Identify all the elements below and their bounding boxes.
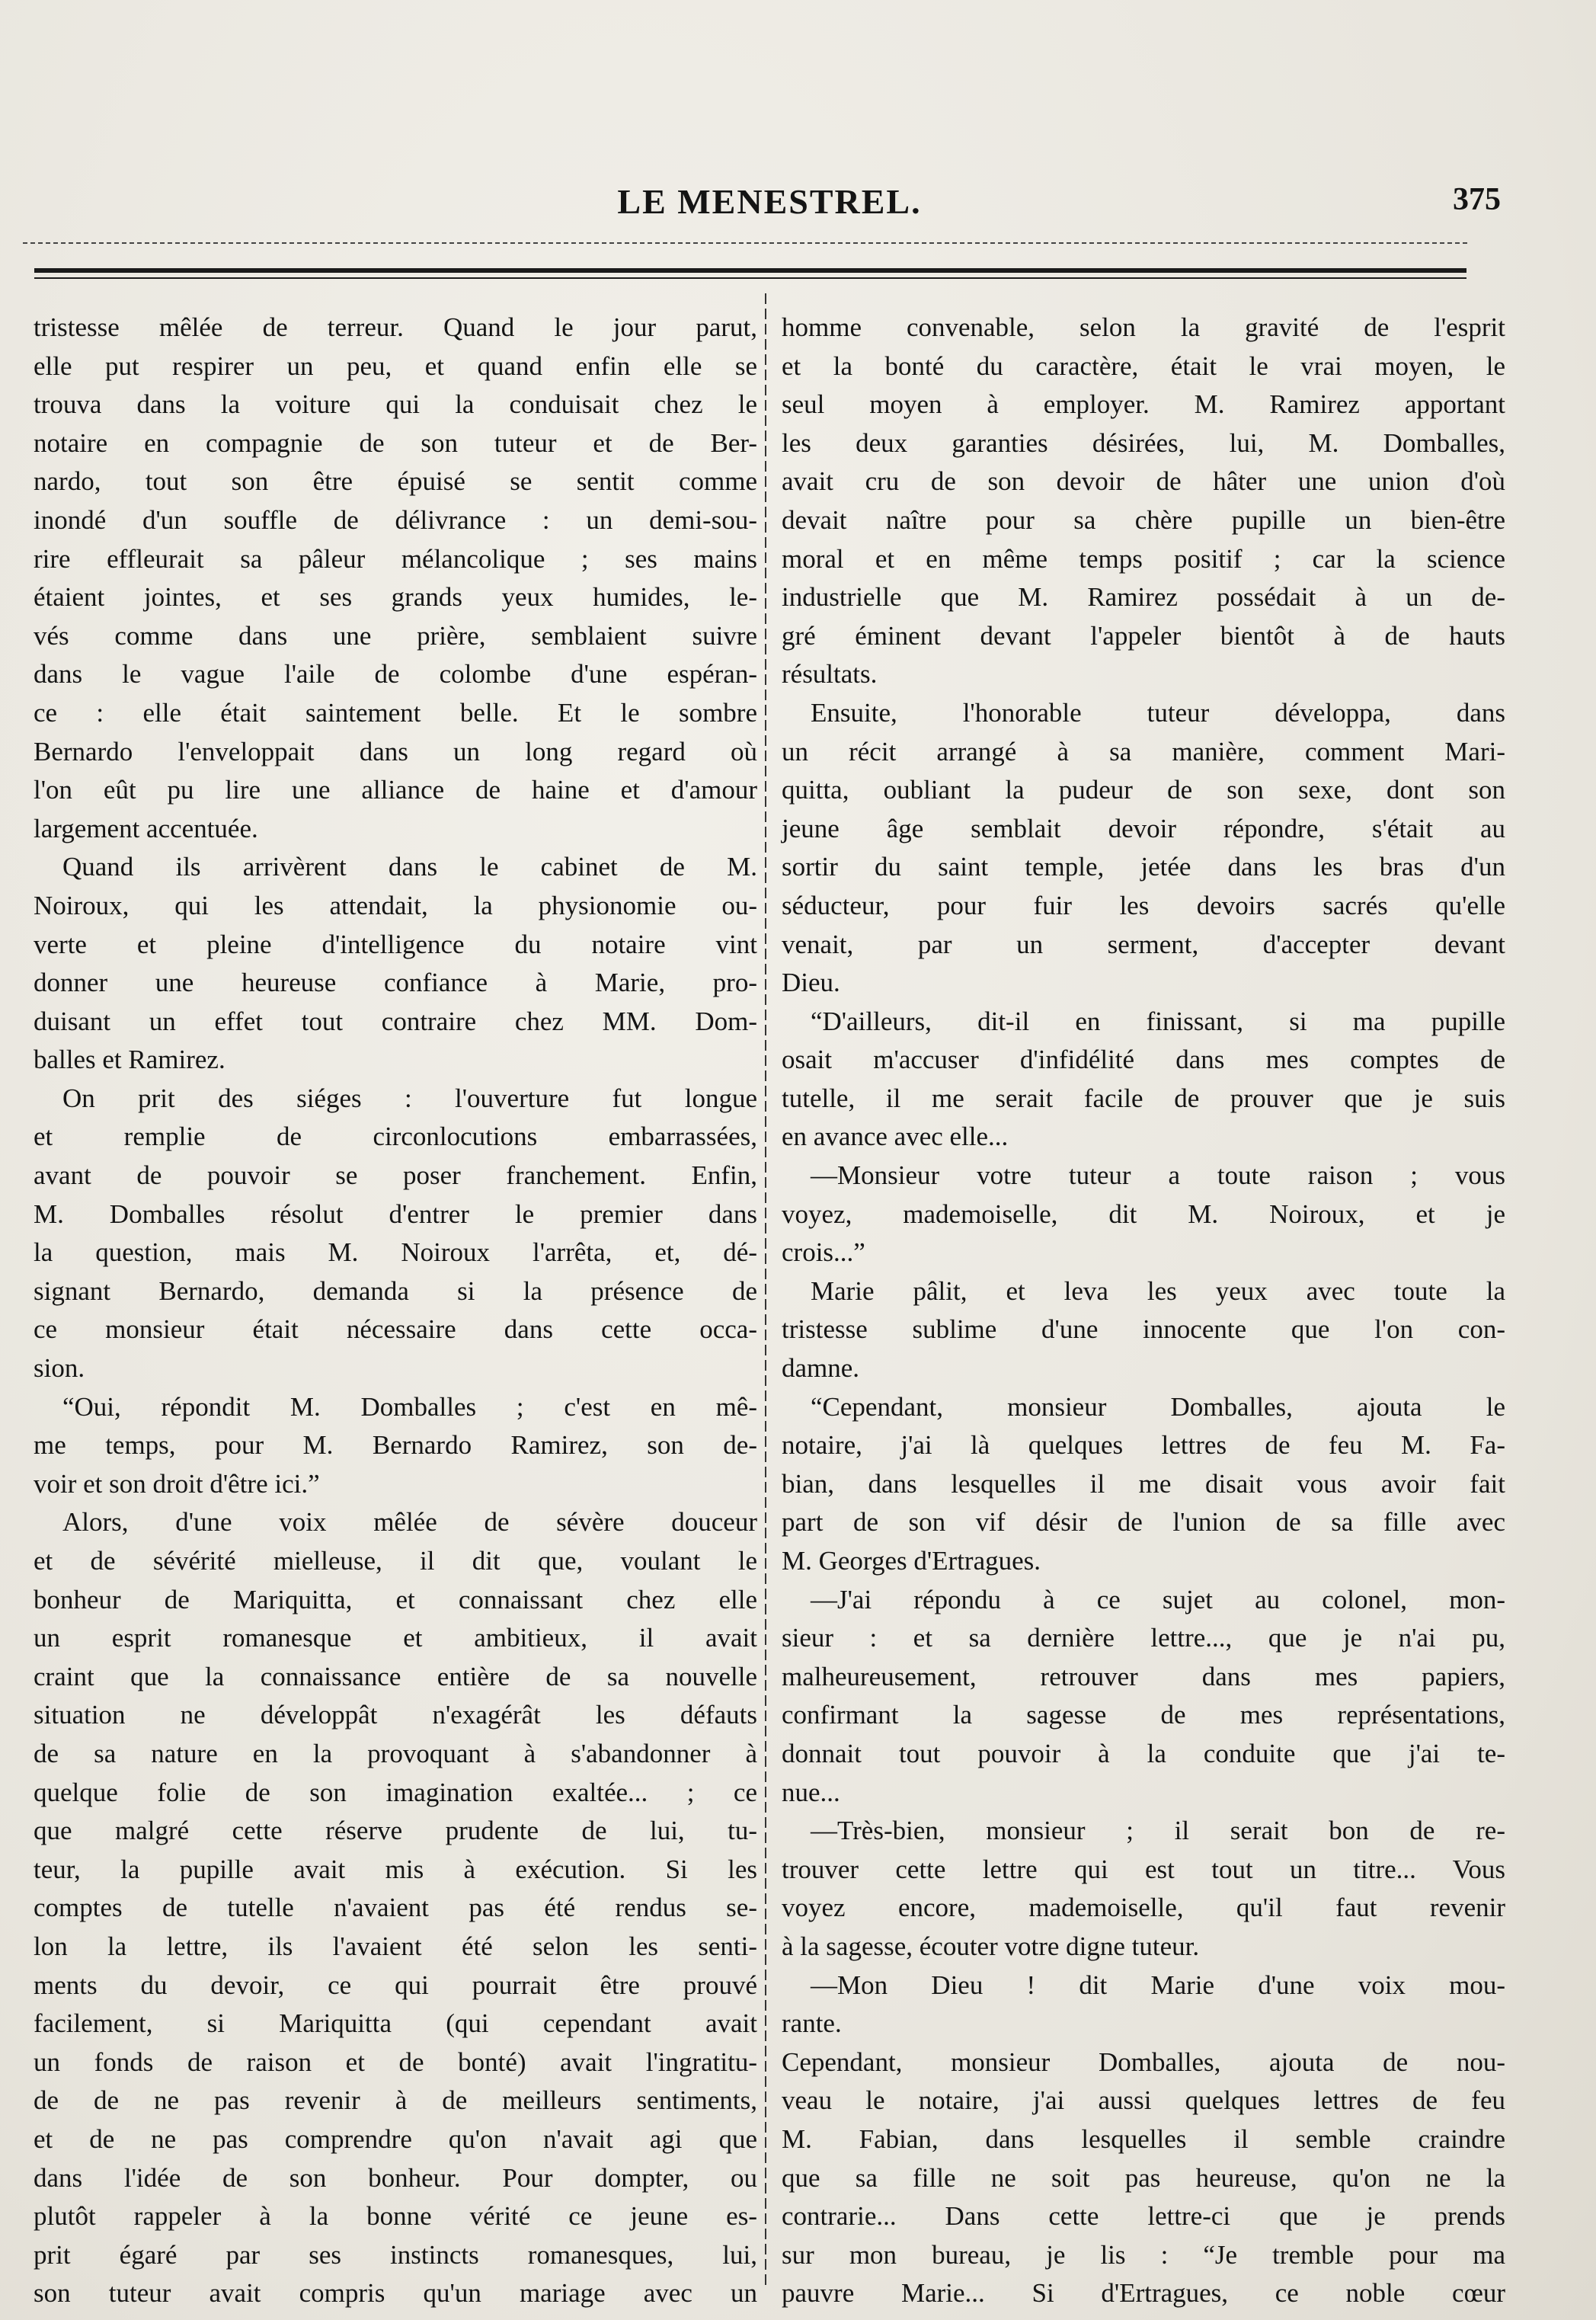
text-line: inondé d'un souffle de délivrance : un demi-sou- [34,504,757,535]
text-line: teur, la pupille avait mis à exécution. Si les [34,1854,757,1884]
text-line: nue... [782,1777,840,1807]
text-line: me temps, pour M. Bernardo Ramirez, son de- [34,1430,757,1461]
text-line: et de ne pas comprendre qu'on n'avait agi que [34,2123,757,2154]
text-line: que malgré cette réserve prudente de lui, tu- [34,1816,757,1846]
text-line: et remplie de circonlocutions embarrassées, [34,1122,757,1152]
text-line: —Mon Dieu ! dit Marie d'une voix mou- [811,1970,1505,2000]
text-line: “Cependant, monsieur Domballes, ajouta le [811,1391,1505,1422]
text-line: séducteur, pour fuir les devoirs sacrés qu'elle [782,890,1505,920]
text-line: ce : elle était saintement belle. Et le sombre [34,697,757,728]
right-text-column [782,309,1505,2313]
left-text-column [34,309,757,2313]
text-line: pauvre Marie... Si d'Ertragues, ce noble cœur [782,2278,1505,2309]
text-line: étaient jointes, et ses grands yeux humides, le- [34,582,757,613]
text-line: les deux garanties désirées, lui, M. Domballes, [782,427,1505,458]
header-dotted-rule [23,242,1470,244]
text-line: prit égaré par ses instincts romanesques, lui, [34,2239,757,2270]
text-line: sion. [34,1353,85,1384]
text-line: trouver cette lettre qui est tout un titre... Vous [782,1854,1505,1884]
text-line: Alors, d'une voix mêlée de sévère douceur [62,1507,757,1538]
text-line: moral et en même temps positif ; car la science [782,543,1505,574]
header-thick-rule [34,268,1466,273]
text-line: verte et pleine d'intelligence du notaire vint [34,929,757,959]
text-line: avant de pouvoir se poser franchement. Enfin, [34,1160,757,1191]
text-line: dans le vague l'aile de colombe d'une espéran- [34,659,757,690]
header-thin-rule [34,277,1466,279]
text-line: de de ne pas revenir à de meilleurs sentiments, [34,2085,757,2116]
text-line: facilement, si Mariquitta (qui cependant avait [34,2008,757,2039]
text-line: homme convenable, selon la gravité de l'esprit [782,312,1505,342]
text-line: devait naître pour sa chère pupille un bien-être [782,504,1505,535]
text-line: vés comme dans une prière, semblaient suivre [34,620,757,651]
text-line: l'on eût pu lire une alliance de haine et d'amour [34,775,757,805]
text-line: “Oui, répondit M. Domballes ; c'est en mê- [62,1391,757,1422]
text-line: M. Fabian, dans lesquelles il semble craindre [782,2123,1505,2154]
text-line: M. Georges d'Ertragues. [782,1546,1041,1576]
text-line: notaire en compagnie de son tuteur et de Ber- [34,427,757,458]
text-line: confirmant la sagesse de mes représentations, [782,1700,1505,1730]
text-line: Noiroux, qui les attendait, la physionomie ou- [34,890,757,920]
text-line: elle put respirer un peu, et quand enfin elle se [34,350,757,381]
text-line: On prit des siéges : l'ouverture fut longue [62,1083,757,1113]
page-number: 375 [1453,182,1501,217]
text-line: craint que la connaissance entière de sa nouvelle [34,1661,757,1691]
text-line: largement accentuée. [34,813,258,843]
text-line: signant Bernardo, demanda si la présence de [34,1275,757,1306]
text-line: —Très-bien, monsieur ; il serait bon de re- [811,1816,1505,1846]
text-line: Quand ils arrivèrent dans le cabinet de M. [62,852,757,882]
text-line: Ensuite, l'honorable tuteur développa, dans [811,697,1505,728]
text-line: un esprit romanesque et ambitieux, il avait [34,1623,757,1653]
text-line: rire effleurait sa pâleur mélancolique ; ses mains [34,543,757,574]
text-line: trouva dans la voiture qui la conduisait chez le [34,389,757,420]
text-line: rante. [782,2008,842,2039]
running-title: LE MENESTREL. [617,182,922,221]
text-line: notaire, j'ai là quelques lettres de feu M. Fa- [782,1430,1505,1461]
text-line: damne. [782,1353,860,1384]
text-line: voir et son droit d'être ici.” [34,1468,320,1499]
text-line: bonheur de Mariquitta, et connaissant chez elle [34,1584,757,1614]
text-line: “D'ailleurs, dit-il en finissant, si ma pupille [811,1006,1505,1036]
text-line: part de son vif désir de l'union de sa fille avec [782,1507,1505,1538]
page-header [46,181,1501,227]
text-line: donner une heureuse confiance à Marie, pro- [34,968,757,998]
text-line: Marie pâlit, et leva les yeux avec toute la [811,1275,1505,1306]
text-line: quitta, oubliant la pudeur de son sexe, dont son [782,775,1505,805]
column-divider [765,293,766,2290]
text-line: sieur : et sa dernière lettre..., que je n'ai pu, [782,1623,1505,1653]
text-line: Dieu. [782,968,840,998]
text-line: plutôt rappeler à la bonne vérité ce jeune es- [34,2201,757,2232]
text-line: de sa nature en la provoquant à s'abandonner à [34,1738,757,1768]
text-line: et la bonté du caractère, était le vrai moyen, le [782,350,1505,381]
text-line: un fonds de raison et de bonté) avait l'ingratitu- [34,2046,757,2077]
text-line: M. Domballes résolut d'entrer le premier dans [34,1198,757,1229]
text-line: osait m'accuser d'infidélité dans mes comptes de [782,1045,1505,1075]
text-line: industrielle que M. Ramirez possédait à un de- [782,582,1505,613]
text-line: voyez encore, mademoiselle, qu'il faut revenir [782,1893,1505,1923]
text-line: résultats. [782,659,878,690]
text-line: et de sévérité mielleuse, il dit que, voulant le [34,1546,757,1576]
text-line: seul moyen à employer. M. Ramirez apportant [782,389,1505,420]
text-line: que sa fille ne soit pas heureuse, qu'on ne la [782,2162,1505,2193]
text-line: malheureusement, retrouver dans mes papiers, [782,1661,1505,1691]
text-line: ce monsieur était nécessaire dans cette occa- [34,1314,757,1345]
text-line: son tuteur avait compris qu'un mariage avec un [34,2278,757,2309]
text-line: voyez, mademoiselle, dit M. Noiroux, et je [782,1198,1505,1229]
text-line: jeune âge semblait devoir répondre, s'était au [782,813,1505,843]
text-line: sortir du saint temple, jetée dans les bras d'un [782,852,1505,882]
text-line: bian, dans lesquelles il me disait vous avoir fait [782,1468,1505,1499]
text-line: avait cru de son devoir de hâter une union d'où [782,466,1505,497]
text-line: gré éminent devant l'appeler bientôt à de hauts [782,620,1505,651]
text-line: sur mon bureau, je lis : “Je tremble pour ma [782,2239,1505,2270]
text-line: crois...” [782,1237,865,1268]
text-line: tutelle, il me serait facile de prouver que je suis [782,1083,1505,1113]
text-line: un récit arrangé à sa manière, comment Mari- [782,736,1505,766]
text-line: tristesse sublime d'une innocente que l'on con- [782,1314,1505,1345]
text-line: en avance avec elle... [782,1122,1009,1152]
text-line: balles et Ramirez. [34,1045,225,1075]
text-line: nardo, tout son être épuisé se sentit comme [34,466,757,497]
text-line: dans l'idée de son bonheur. Pour dompter, ou [34,2162,757,2193]
text-line: —Monsieur votre tuteur a toute raison ; vous [811,1160,1505,1191]
text-line: Bernardo l'enveloppait dans un long regard où [34,736,757,766]
text-line: venait, par un serment, d'accepter devant [782,929,1505,959]
text-line: —J'ai répondu à ce sujet au colonel, mon- [811,1584,1505,1614]
text-line: comptes de tutelle n'avaient pas été rendus se- [34,1893,757,1923]
text-line: à la sagesse, écouter votre digne tuteur. [782,1931,1200,1961]
text-line: donnait tout pouvoir à la conduite que j'ai te- [782,1738,1505,1768]
text-line: ments du devoir, ce qui pourrait être prouvé [34,1970,757,2000]
text-line: Cependant, monsieur Domballes, ajouta de nou- [782,2046,1505,2077]
text-line: veau le notaire, j'ai aussi quelques lettres de feu [782,2085,1505,2116]
text-line: quelque folie de son imagination exaltée... ; ce [34,1777,757,1807]
text-line: lon la lettre, ils l'avaient été selon les senti- [34,1931,757,1961]
text-line: situation ne développât n'exagérât les défauts [34,1700,757,1730]
text-line: tristesse mêlée de terreur. Quand le jour parut, [34,312,757,342]
text-line: la question, mais M. Noiroux l'arrêta, et, dé- [34,1237,757,1268]
text-line: contrarie... Dans cette lettre-ci que je prends [782,2201,1505,2232]
text-line: duisant un effet tout contraire chez MM. Dom- [34,1006,757,1036]
